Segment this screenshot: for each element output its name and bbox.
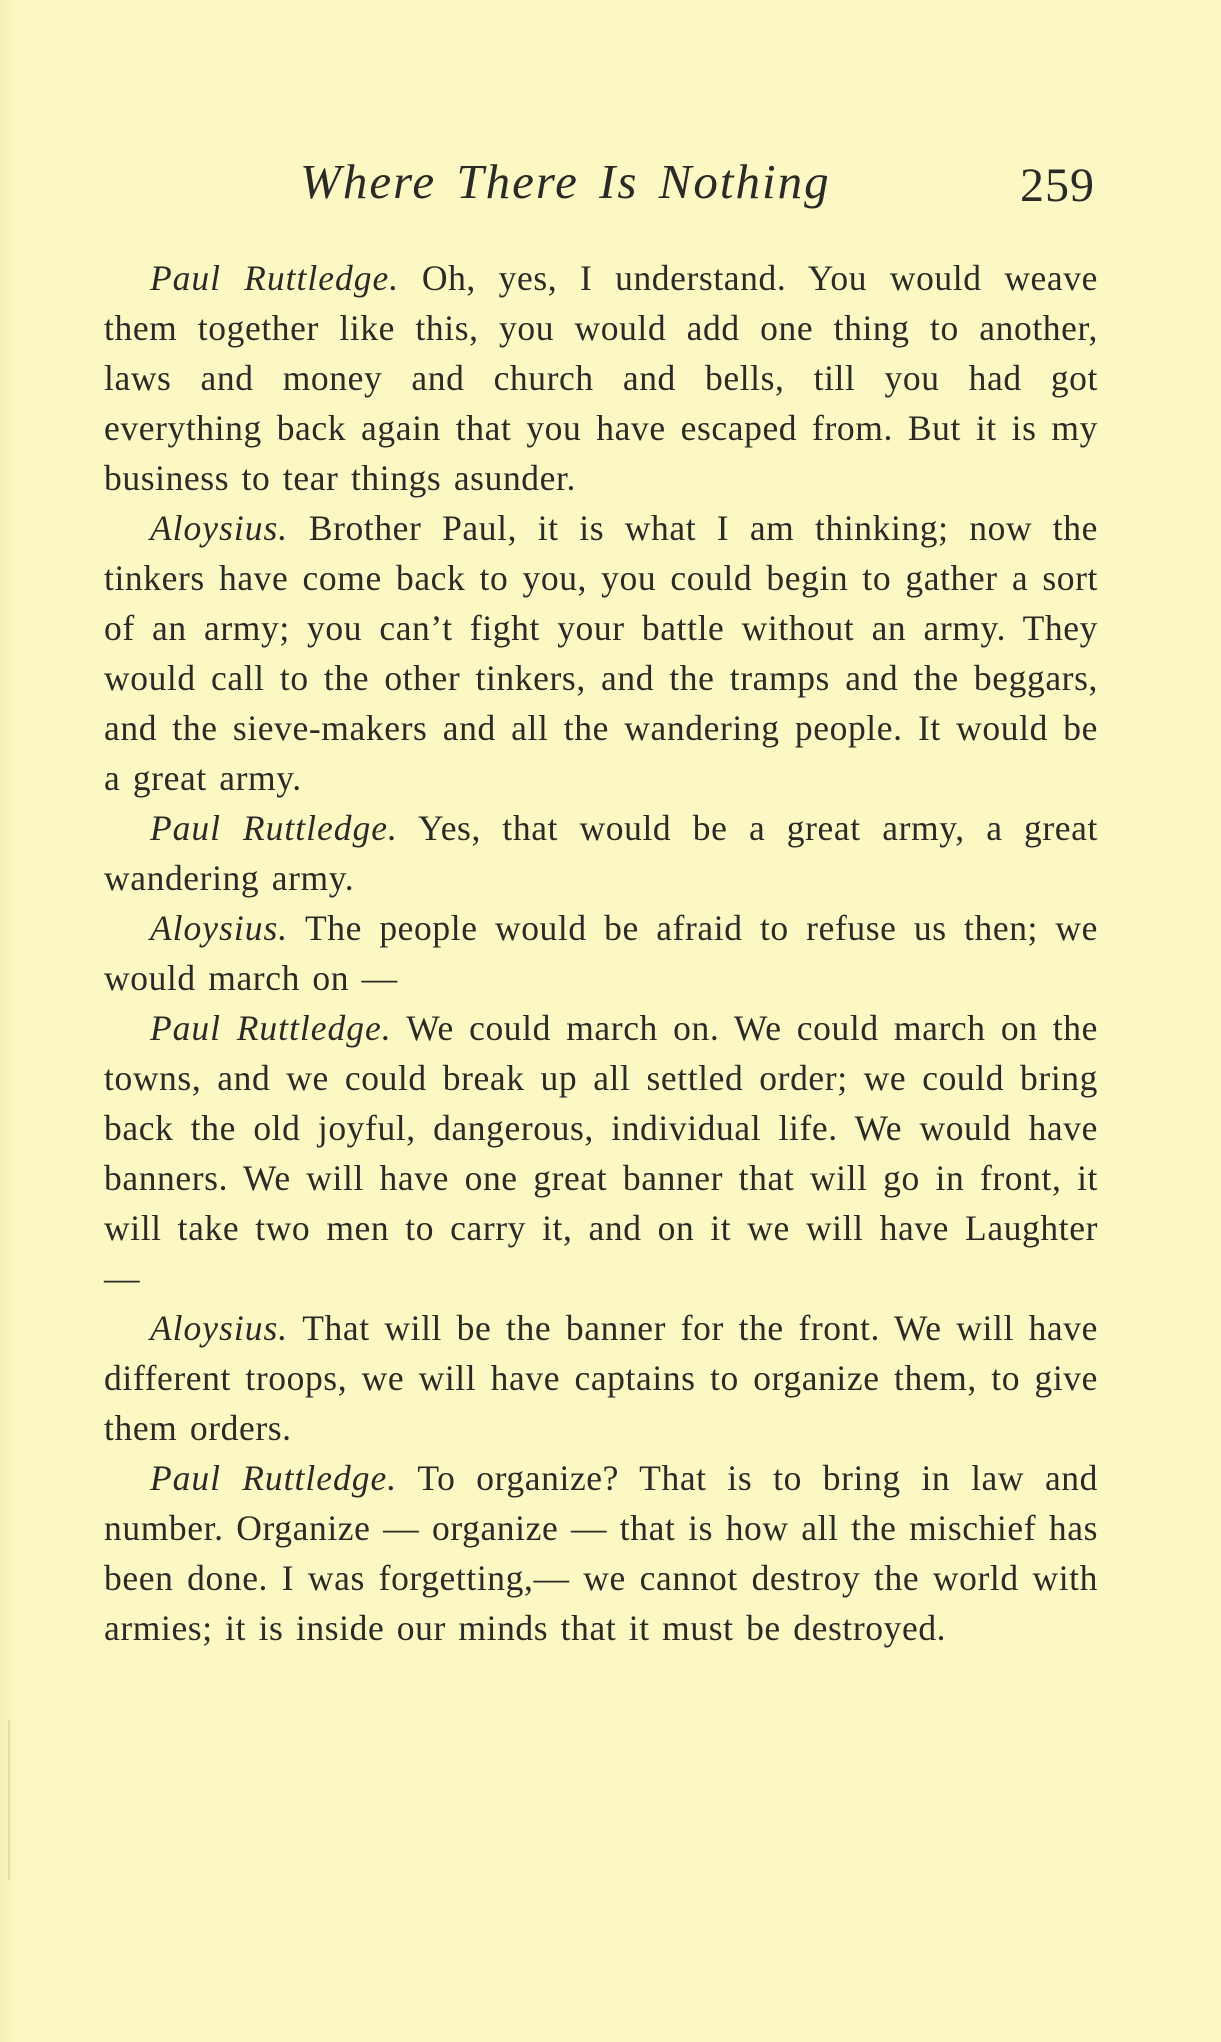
page-number: 259 [1020,159,1095,212]
dialogue-paragraph [104,1003,1098,1303]
page-header [0,152,1221,212]
dialogue-paragraph [104,1303,1098,1453]
dialogue-text: We could march on. We could march on the towns, and we could break up all settled order; we could bring back the old joyful, dangerous, individual life. We would have banners. We will have one great banner that will go in front, it will take two men to carry it, and on it we will have Laughter — [104,1008,1098,1298]
speaker-name: Paul Ruttledge. [150,1458,398,1498]
dialogue-text: Brother Paul, it is what I am thinking; now the tinkers have come back to you, you could begin to gather a sort of an army; you can’t fight your battle without an army. They would call to the other tinkers, and the tramps and the beggars, and the sieve-makers and all the wandering people. It would be a great army. [104,508,1098,798]
speaker-name: Aloysius. [150,908,289,948]
speaker-name: Paul Ruttledge. [150,258,400,298]
speaker-name: Aloysius. [150,1308,289,1348]
dialogue-text: To organize? That is to bring in law and number. Organize — organize — that is how all the mischief has been done. I was forgetting,— we cannot destroy the world with armies; it is inside our minds that it must be destroyed. [104,1458,1098,1648]
dialogue-body [104,253,1098,1653]
page-edge-shadow [8,1720,10,1880]
dialogue-paragraph [104,903,1098,1003]
speaker-name: Paul Ruttledge. [150,1008,392,1048]
dialogue-paragraph [104,803,1098,903]
dialogue-text: The people would be afraid to refuse us then; we would march on — [104,908,1099,998]
dialogue-paragraph [104,1453,1098,1653]
dialogue-text: Oh, yes, I understand. You would weave them together like this, you would add one thing to another, laws and money and church and bells, till you had got everything back again that you have escaped from. But it is my business to tear things asunder. [104,258,1098,498]
running-title: Where There Is Nothing [300,154,831,209]
dialogue-text: Yes, that would be a great army, a great wandering army. [104,808,1098,898]
dialogue-text: That will be the banner for the front. We will have different troops, we will have captains to organize them, to give them orders. [104,1308,1098,1448]
speaker-name: Paul Ruttledge. [150,808,398,848]
dialogue-paragraph [104,503,1098,803]
speaker-name: Aloysius. [150,508,289,548]
dialogue-paragraph [104,253,1098,503]
